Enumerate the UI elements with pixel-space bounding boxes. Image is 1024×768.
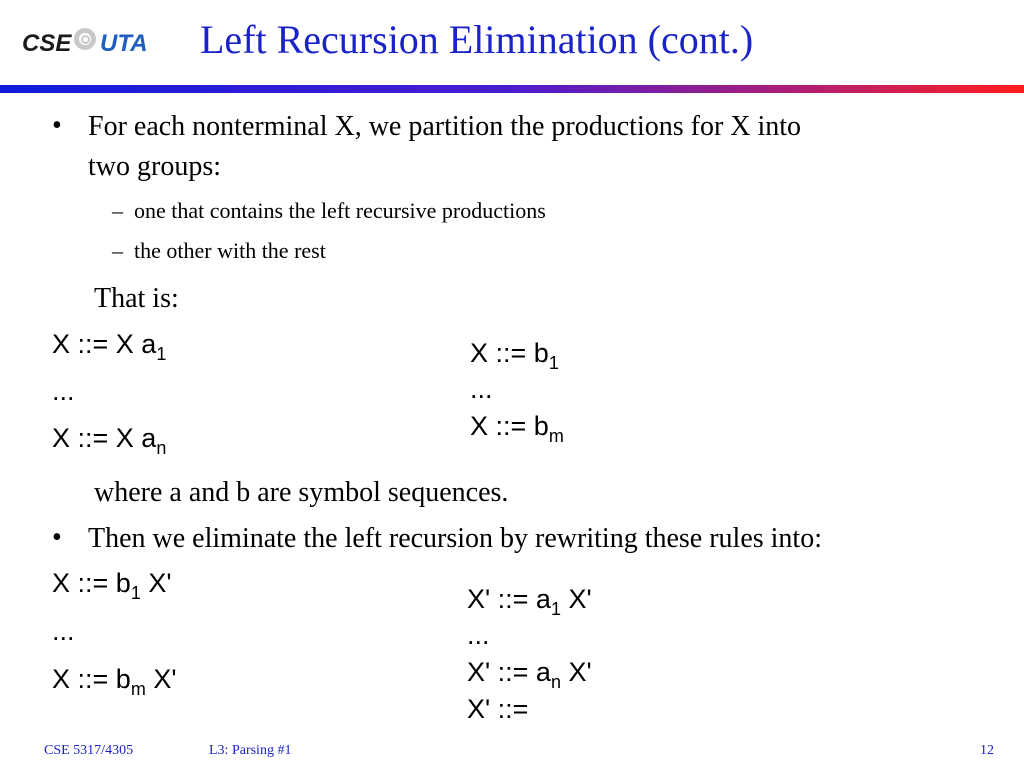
right-prod-1 <box>470 336 559 373</box>
rewrite-left-1-sub: 1 <box>130 583 141 603</box>
where-text: where a and b are symbol sequences. <box>94 477 509 508</box>
left-prod-1 <box>52 327 167 364</box>
right-prod-m-sub: m <box>548 426 564 446</box>
bullet-2-text: Then we eliminate the left recursion by rewriting these rules into: <box>88 523 822 554</box>
rewrite-left-1 <box>52 566 172 603</box>
sub-bullet-1-marker: – <box>112 198 123 223</box>
left-prod-n-sub: n <box>156 438 167 458</box>
right-prod-1-text: X ::= b <box>470 338 549 368</box>
logo-uta-text: UTA <box>100 30 148 57</box>
bullet-1-marker: • <box>52 110 62 141</box>
that-is-text: That is: <box>94 283 179 314</box>
right-prod-m <box>470 409 564 446</box>
left-prod-n <box>52 421 167 458</box>
rewrite-right-empty: X' ::= <box>467 694 529 724</box>
bullet-2-marker: • <box>52 522 62 553</box>
right-prod-ellipsis: ... <box>470 374 493 404</box>
rewrite-right-1 <box>467 582 592 619</box>
sub-bullet-2-text: the other with the rest <box>134 238 326 263</box>
rewrite-left-m-tail: X' <box>145 664 177 694</box>
sub-bullet-2-marker: – <box>112 238 123 263</box>
rewrite-left-m-text: X ::= b <box>52 664 131 694</box>
rewrite-right-1-sub: 1 <box>550 599 561 619</box>
slide-title: Left Recursion Elimination (cont.) <box>200 17 754 62</box>
rewrite-right-n <box>467 655 592 692</box>
sub-bullet-1-text: one that contains the left recursive productions <box>134 198 546 223</box>
footer-lecture: L3: Parsing #1 <box>209 743 292 758</box>
right-prod-1-sub: 1 <box>548 353 559 373</box>
title-divider <box>0 85 1024 93</box>
cse-uta-logo <box>22 24 162 64</box>
right-prod-m-text: X ::= b <box>470 411 549 441</box>
left-prod-1-text: X ::= X a <box>52 329 157 359</box>
rewrite-left-m <box>52 662 177 699</box>
rewrite-right-1-tail: X' <box>560 584 592 614</box>
logo-ring-inner-icon <box>81 35 90 44</box>
bullet-1-line-2: two groups: <box>88 151 221 182</box>
rewrite-left-1-tail: X' <box>140 568 172 598</box>
rewrite-right-n-tail: X' <box>560 657 592 687</box>
left-prod-ellipsis: ... <box>52 376 75 406</box>
footer-course: CSE 5317/4305 <box>44 743 134 758</box>
rewrite-right-ellipsis: ... <box>467 620 490 650</box>
rewrite-left-1-text: X ::= b <box>52 568 131 598</box>
footer-page-number: 12 <box>980 743 994 758</box>
bullet-1-line-1: For each nonterminal X, we partition the productions for X into <box>88 111 802 142</box>
logo-cse-text: CSE <box>22 30 72 57</box>
left-prod-1-sub: 1 <box>156 344 167 364</box>
rewrite-left-m-sub: m <box>130 679 146 699</box>
rewrite-right-n-text: X' ::= a <box>467 657 551 687</box>
rewrite-right-n-sub: n <box>550 672 561 692</box>
left-prod-n-text: X ::= X a <box>52 423 157 453</box>
rewrite-right-1-text: X' ::= a <box>467 584 551 614</box>
rewrite-left-ellipsis: ... <box>52 616 75 646</box>
